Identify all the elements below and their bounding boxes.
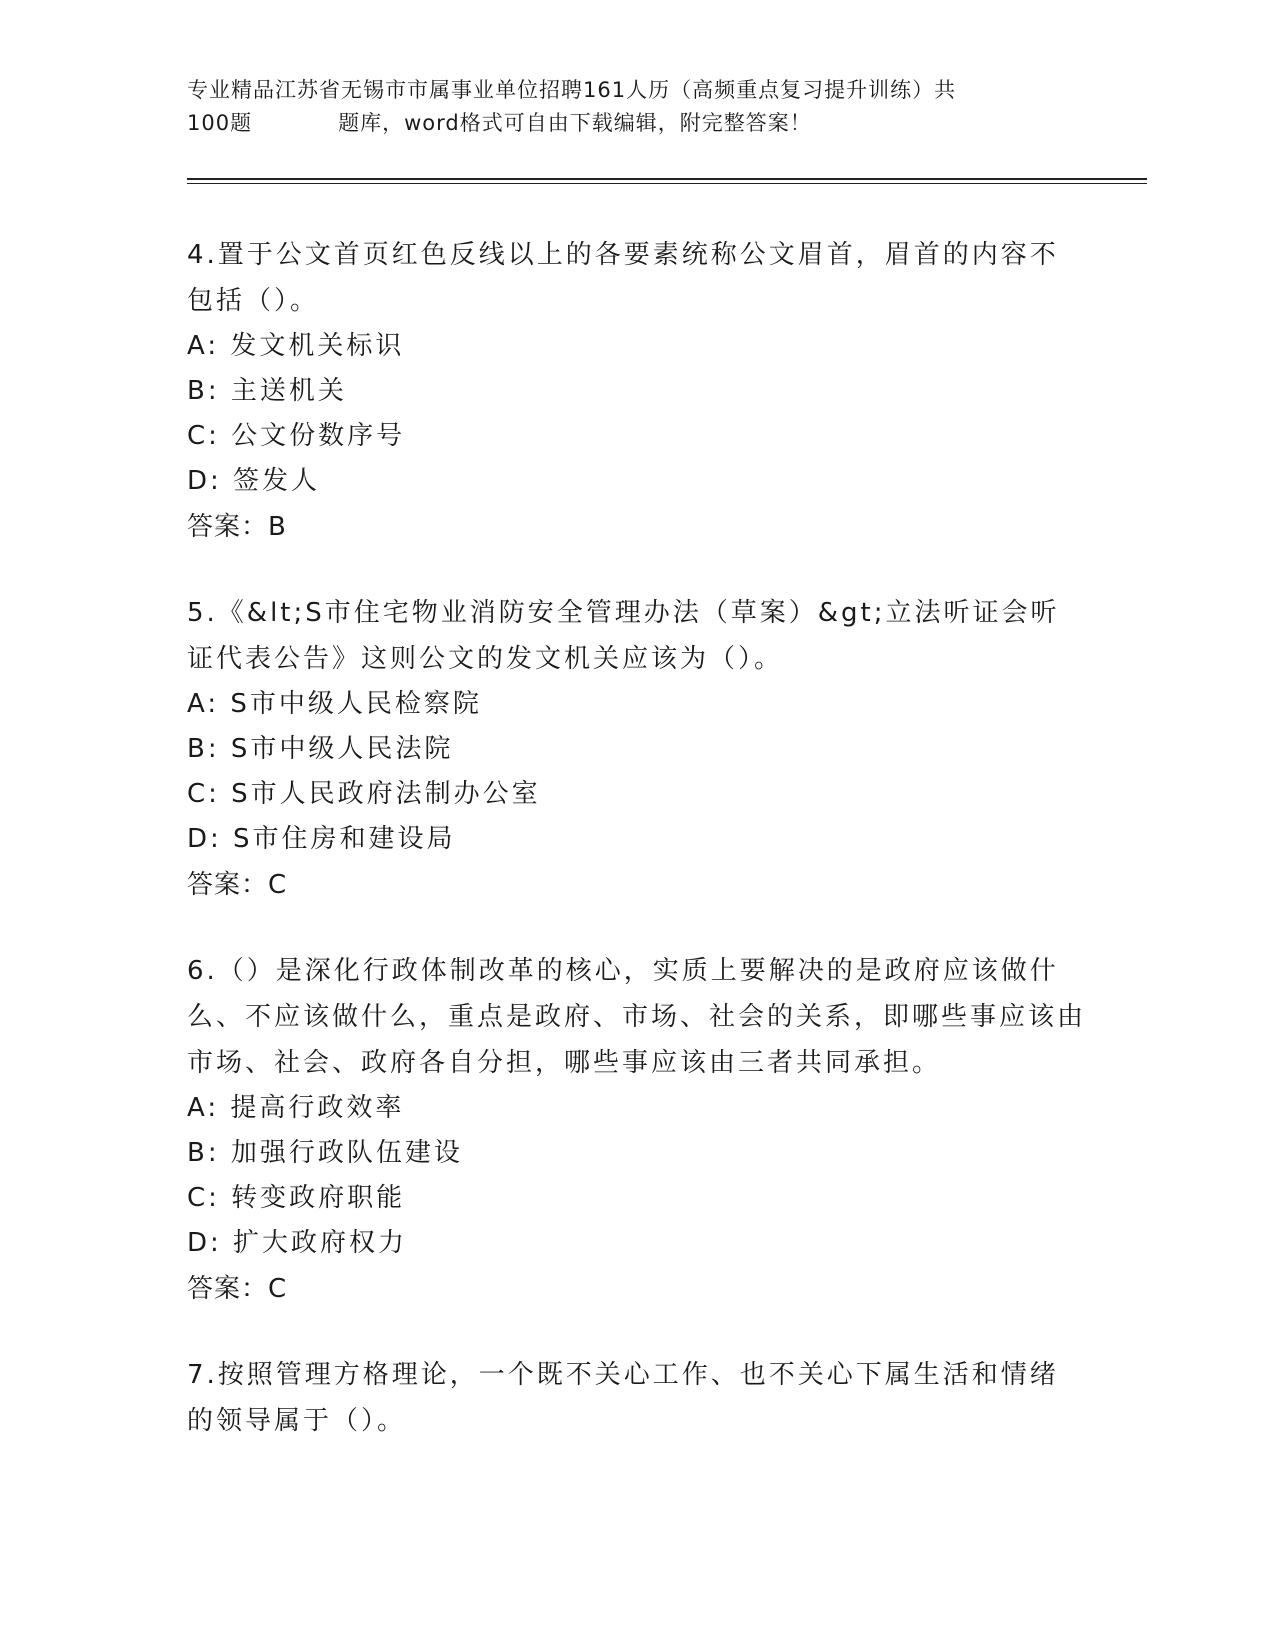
option-b: B: 加强行政队伍建设: [187, 1138, 463, 1168]
question-6: [187, 948, 1087, 1312]
header-subtitle: 题库，word格式可自由下载编辑，附完整答案！: [338, 111, 812, 135]
answer: 答案：C: [187, 870, 288, 900]
option-b: B: S市中级人民法院: [187, 734, 454, 764]
answer: 答案：B: [187, 512, 287, 542]
question-text: 7.按照管理方格理论，一个既不关心工作、也不关心下属生活和情绪的领导属于（）。: [187, 1360, 1059, 1436]
option-d: D: S市住房和建设局: [187, 824, 456, 854]
header-title-line2: [187, 107, 1067, 140]
question-text: 5.《&lt;S市住宅物业消防安全管理办法（草案）&gt;立法听证会听证代表公告》这则公文的发文机关应该为（）。: [187, 598, 1060, 674]
header-divider-thick: [187, 178, 1147, 180]
header-title-line1: 专业精品江苏省无锡市市属事业单位招聘161人历（高频重点复习提升训练）共: [187, 78, 957, 102]
header-question-count: 100题: [187, 111, 253, 135]
option-a: A: 发文机关标识: [187, 331, 405, 361]
question-text: 4.置于公文首页红色反线以上的各要素统称公文眉首，眉首的内容不包括（）。: [187, 240, 1059, 316]
question-text: 6.（）是深化行政体制改革的核心，实质上要解决的是政府应该做什么、不应该做什么，重点是政府、市场、社会的关系，即哪些事应该由市场、社会、政府各自分担，哪些事应该由三者共同承担。: [187, 956, 1087, 1078]
question-list: [187, 232, 1087, 1484]
option-c: C: 公文份数序号: [187, 421, 406, 451]
document-header: [187, 74, 1067, 140]
option-d: D: 签发人: [187, 466, 321, 496]
option-a: A: S市中级人民检察院: [187, 689, 482, 719]
header-divider-thin: [187, 183, 1147, 184]
option-a: A: 提高行政效率: [187, 1093, 405, 1123]
option-b: B: 主送机关: [187, 376, 347, 406]
option-c: C: S市人民政府法制办公室: [187, 779, 541, 809]
question-7: [187, 1352, 1087, 1444]
question-4: [187, 232, 1087, 550]
question-5: [187, 590, 1087, 908]
option-c: C: 转变政府职能: [187, 1183, 406, 1213]
answer: 答案：C: [187, 1274, 288, 1304]
option-d: D: 扩大政府权力: [187, 1228, 408, 1258]
